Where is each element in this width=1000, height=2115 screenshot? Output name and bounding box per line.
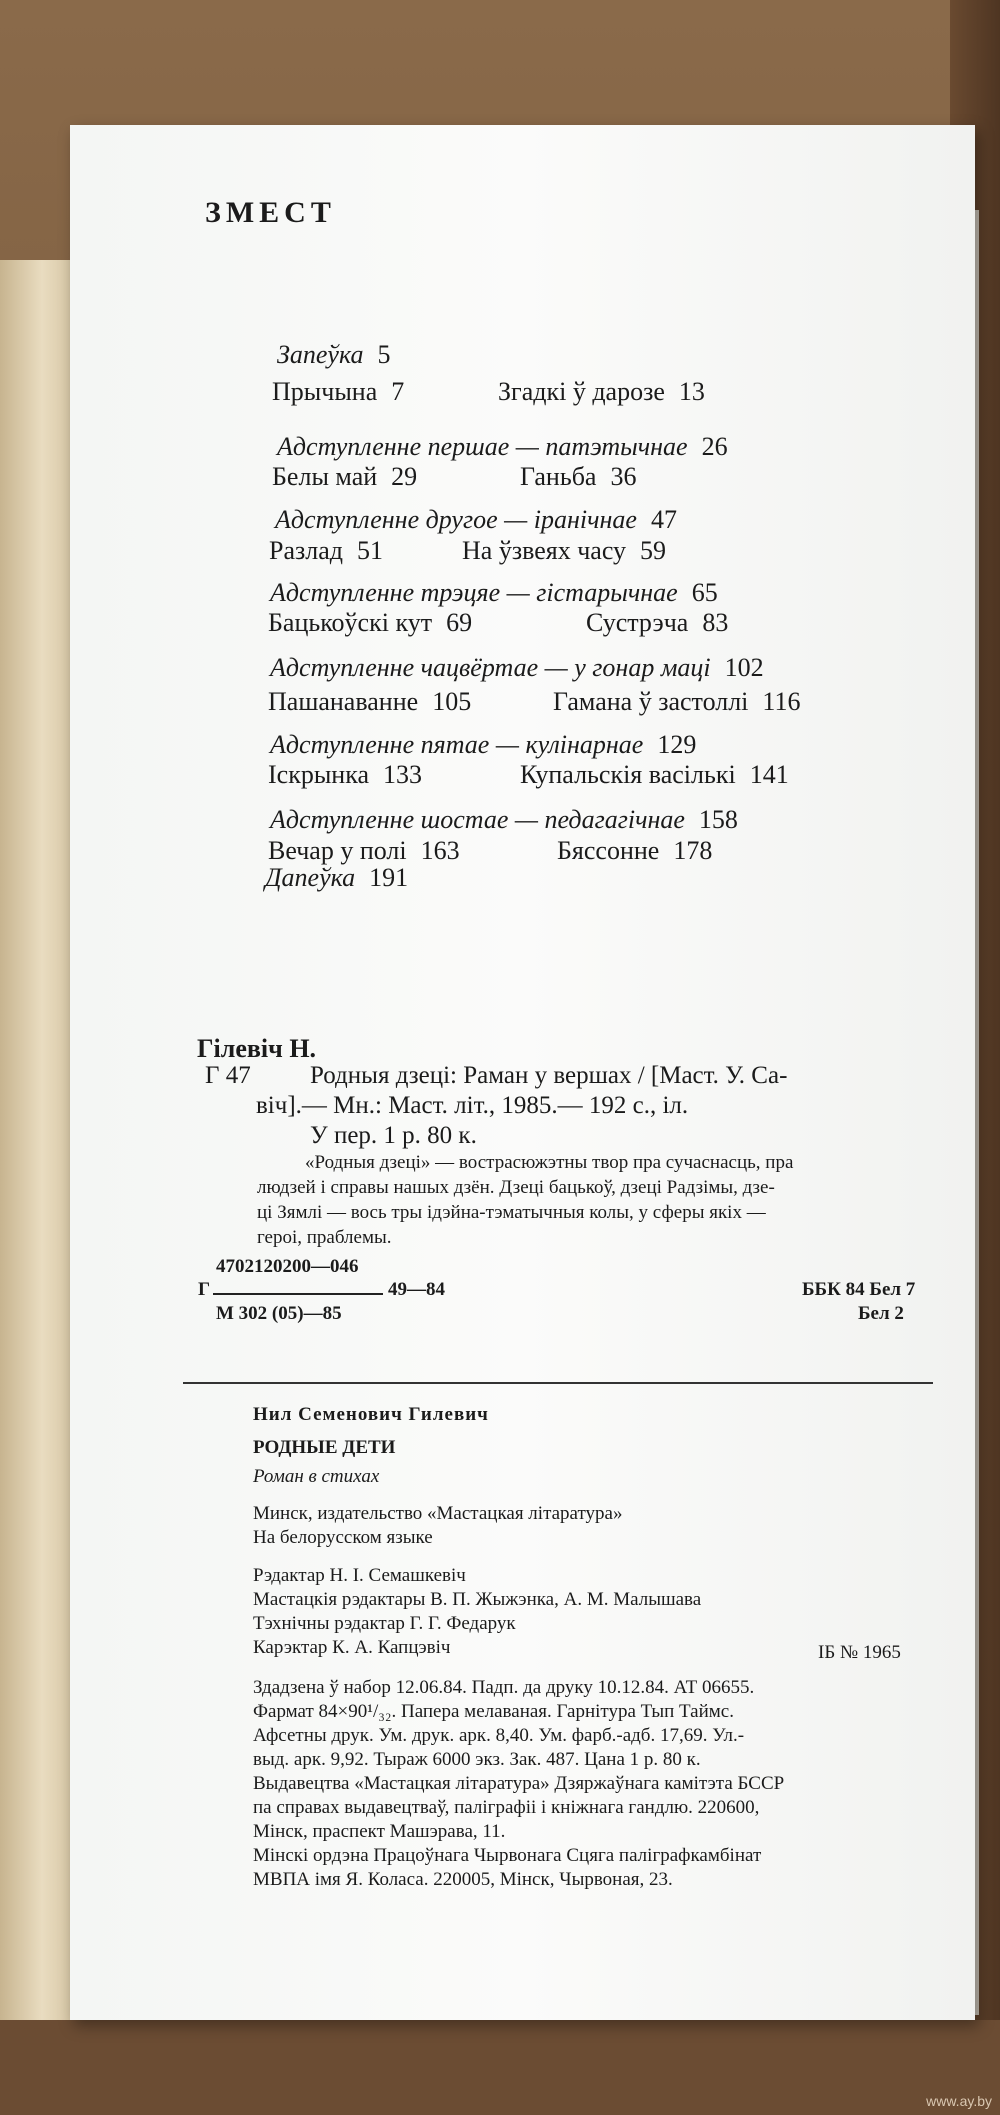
editor-3: Тэхнічны рэдактар Г. Г. Федарук	[253, 1613, 516, 1634]
code-top: 4702120200—046	[216, 1256, 359, 1277]
toc-entry	[265, 863, 408, 893]
toc-entry	[268, 836, 460, 866]
imprint-language: На белорусском языке	[253, 1527, 433, 1548]
imprint-title: РОДНЫЕ ДЕТИ	[253, 1437, 396, 1458]
imprint-detail-line: МВПА імя Я. Коласа. 220005, Мінск, Чырвоная, 23.	[253, 1869, 673, 1890]
toc-entry-page: 163	[420, 836, 460, 865]
catalog-line-1: Родныя дзеці: Раман у вершах / [Маст. У. Са-	[310, 1062, 788, 1089]
toc-entry-page: 59	[640, 536, 667, 565]
toc-entry-title: Бяссонне	[557, 836, 660, 865]
toc-entry	[520, 760, 789, 790]
toc-entry	[557, 836, 712, 866]
bbk-2: Бел 2	[858, 1303, 904, 1324]
toc-entry-page: 69	[446, 608, 473, 637]
ib-number: ІБ № 1965	[818, 1642, 901, 1663]
toc-entry-title: Дапеўка	[265, 863, 356, 892]
toc-entry-page: 47	[650, 505, 677, 534]
catalog-index: Г 47	[205, 1062, 251, 1089]
toc-entry	[462, 536, 666, 566]
catalog-line-3: У пер. 1 р. 80 к.	[310, 1122, 477, 1149]
imprint-publisher: Минск, издательство «Мастацкая літаратура»	[253, 1503, 623, 1524]
toc-entry-page: 105	[432, 687, 472, 716]
toc-entry-title: Пашанаванне	[268, 687, 419, 716]
toc-entry	[270, 730, 696, 760]
toc-entry-title: Запеўка	[277, 340, 364, 369]
imprint-detail-line: па справах выдавецтваў, паліграфіі і кніжнага гандлю. 220600,	[253, 1797, 760, 1818]
code-fraction-line	[213, 1293, 383, 1295]
catalog-line-2: віч].— Мн.: Маст. літ., 1985.— 192 с., іл.	[256, 1092, 689, 1119]
toc-entry	[586, 608, 728, 638]
toc-entry-title: На ўзвеях часу	[462, 536, 627, 565]
toc-entry-page: 7	[391, 377, 405, 406]
toc-entry	[277, 432, 728, 462]
toc-entry-title: Адступленне шостае — педагагічнае	[270, 805, 685, 834]
code-prefix: Г	[198, 1279, 211, 1300]
catalog-annotation-2: людзей і справы нашых дзён. Дзеці бацькоў, дзеці Радзімы, дзе-	[257, 1177, 775, 1198]
toc-entry-title: Купальскія васількі	[520, 760, 736, 789]
toc-entry-title: Згадкі ў дарозе	[498, 377, 665, 406]
code-suffix: 49—84	[388, 1279, 445, 1300]
toc-entry-page: 65	[691, 578, 718, 607]
imprint-detail-line: Здадзена ў набор 12.06.84. Падп. да друку 10.12.84. АТ 06655.	[253, 1677, 755, 1698]
toc-entry-page: 129	[657, 730, 697, 759]
toc-entry-page: 26	[701, 432, 728, 461]
toc-title: ЗМЕСТ	[205, 196, 336, 229]
toc-entry-title: Адступленне другое — іранічнае	[275, 505, 637, 534]
toc-entry-title: Сустрэча	[586, 608, 689, 637]
toc-entry	[268, 687, 471, 717]
toc-entry	[272, 377, 404, 407]
toc-entry-page: 178	[673, 836, 713, 865]
toc-entry	[269, 536, 383, 566]
imprint-author: Нил Семенович Гилевич	[253, 1404, 489, 1425]
editor-1: Рэдактар Н. І. Семашкевіч	[253, 1565, 466, 1586]
background-bottom	[0, 2020, 1000, 2115]
editor-4: Карэктар К. А. Капцэвіч	[253, 1637, 451, 1658]
toc-entry-title: Прычына	[272, 377, 378, 406]
toc-entry	[270, 805, 738, 835]
toc-entry-title: Ганьба	[520, 462, 597, 491]
catalog-annotation-4: героі, праблемы.	[257, 1227, 392, 1248]
toc-entry-page: 191	[369, 863, 409, 892]
toc-entry-title: Адступленне першае — патэтычнае	[277, 432, 688, 461]
toc-entry-page: 29	[391, 462, 418, 491]
background-left	[0, 260, 70, 2115]
watermark: www.ay.by	[926, 2093, 992, 2109]
catalog-annotation-3: ці Зямлі — вось тры ідэйна-тэматычныя колы, у сферы якіх —	[257, 1202, 766, 1223]
toc-entry	[272, 462, 417, 492]
imprint-detail-line: выд. арк. 9,92. Тыраж 6000 экз. Зак. 487. Цана 1 р. 80 к.	[253, 1749, 701, 1770]
divider	[183, 1382, 933, 1384]
toc-entry-page: 133	[383, 760, 422, 789]
toc-entry-page: 116	[762, 687, 801, 716]
toc-entry-title: Гамана ў застоллі	[553, 687, 749, 716]
code-bottom: М 302 (05)—85	[216, 1303, 342, 1324]
toc-entry-title: Адступленне трэцяе — гістарычнае	[270, 578, 678, 607]
toc-entry-title: Белы май	[272, 462, 378, 491]
toc-entry	[270, 578, 718, 608]
toc-entry-page: 5	[377, 340, 391, 369]
toc-entry-page: 13	[678, 377, 705, 406]
toc-entry	[553, 687, 800, 717]
toc-entry-title: Адступленне пятае — кулінарнае	[270, 730, 644, 759]
toc-entry-title: Вечар у полі	[268, 836, 407, 865]
catalog-annotation-1: «Родныя дзеці» — вострасюжэтны твор пра сучаснасць, пра	[305, 1152, 794, 1173]
bbk-1: ББК 84 Бел 7	[802, 1279, 916, 1300]
toc-entry-page: 141	[749, 760, 789, 789]
imprint-detail-line: Выдавецтва «Мастацкая літаратура» Дзяржаўнага камітэта БССР	[253, 1773, 785, 1794]
toc-entry-page: 83	[702, 608, 729, 637]
toc-entry-page: 51	[357, 536, 384, 565]
toc-entry	[498, 377, 705, 407]
imprint-detail-line: Фармат 84×90¹/₃₂. Папера мелаваная. Гарнітура Тып Таймс.	[253, 1701, 734, 1722]
toc-entry-page: 36	[610, 462, 637, 491]
toc-entry	[520, 462, 636, 492]
editor-2: Мастацкія рэдактары В. П. Жыжэнка, А. М. Малышава	[253, 1589, 702, 1610]
imprint-detail-line: Мінск, праспект Машэрава, 11.	[253, 1821, 506, 1842]
toc-entry	[275, 505, 677, 535]
imprint-subtitle: Роман в стихах	[253, 1466, 380, 1487]
toc-entry	[277, 340, 390, 370]
toc-entry-page: 158	[698, 805, 738, 834]
toc-entry-page: 102	[724, 653, 764, 682]
catalog-author: Гілевіч Н.	[197, 1034, 317, 1063]
toc-entry-title: Іскрынка	[268, 760, 369, 789]
toc-entry	[270, 653, 764, 683]
toc-entry-title: Бацькоўскі кут	[268, 608, 433, 637]
imprint-detail-line: Афсетны друк. Ум. друк. арк. 8,40. Ум. фарб.-адб. 17,69. Ул.-	[253, 1725, 745, 1746]
toc-entry-title: Адступленне чацвёртае — у гонар маці	[270, 653, 711, 682]
toc-entry	[268, 608, 472, 638]
toc-entry-title: Разлад	[269, 536, 344, 565]
toc-entry	[268, 760, 422, 790]
imprint-detail-line: Мінскі ордэна Працоўнага Чырвонага Сцяга паліграфкамбінат	[253, 1845, 762, 1866]
